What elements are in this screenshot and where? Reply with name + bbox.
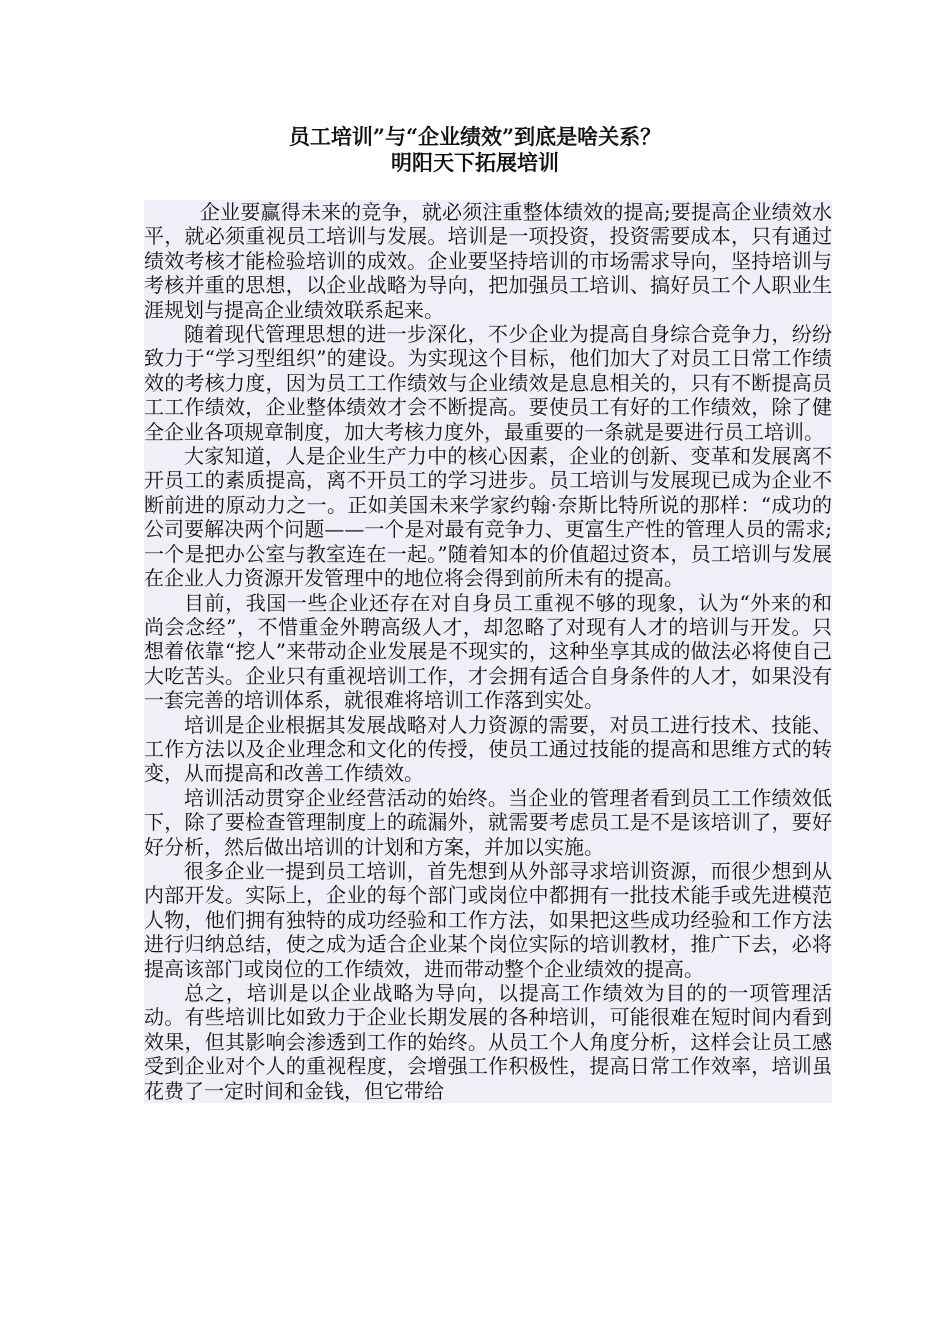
document-title: 员工培训”与“企业绩效”到底是啥关系？ (288, 124, 662, 149)
paragraph: 随着现代管理思想的进一步深化，不少企业为提高自身综合竞争力，纷纷致力于“学习型组织”的建设。为实现这个目标，他们加大了对员工日常工作绩效的考核力度，因为员工工作绩效与企业绩效是息息相关的，只有不断提高员工工作绩效，企业整体绩效才会不断提高。要使员工有好的工作绩效，除了健全企业各项规章制度，加大考核力度外，最重要的一条就是要进行员工培训。 (144, 322, 832, 444)
paragraph: 总之，培训是以企业战略为导向，以提高工作绩效为目的的一项管理活动。有些培训比如致力于企业长期发展的各种培训，可能很难在短时间内看到效果，但其影响会渗透到工作的始终。从员工个人角度分析，这样会让员工感受到企业对个人的重视程度，会增强工作积极性，提高日常工作效率，培训虽花费了一定时间和金钱，但它带给 (144, 981, 832, 1103)
paragraph: 很多企业一提到员工培训，首先想到从外部寻求培训资源，而很少想到从内部开发。实际上，企业的每个部门或岗位中都拥有一批技术能手或先进模范人物，他们拥有独特的成功经验和工作方法，如果把这些成功经验和工作方法进行归纳总结，使之成为适合企业某个岗位实际的培训教材，推广下去，必将提高该部门或岗位的工作绩效，进而带动整个企业绩效的提高。 (144, 858, 832, 981)
document-subtitle: 明阳天下拓展培训 (391, 150, 559, 175)
document-body (144, 200, 832, 1103)
paragraph: 大家知道，人是企业生产力中的核心因素，企业的创新、变革和发展离不开员工的素质提高，离不开员工的学习进步。员工培训与发展现已成为企业不断前进的原动力之一。正如美国未来学家约翰·奈斯比特所说的那样：“成功的公司要解决两个问题——一个是对最有竞争力、更富生产性的管理人员的需求;一个是把办公室与教室连在一起。”随着知本的价值超过资本，员工培训与发展在企业人力资源开发管理中的地位将会得到前所未有的提高。 (144, 444, 832, 591)
paragraph: 目前，我国一些企业还存在对自身员工重视不够的现象，认为“外来的和尚会念经”，不惜重金外聘高级人才，却忽略了对现有人才的培训与开发。只想着依靠“挖人”来带动企业发展是不现实的，这种坐享其成的做法必将使自己大吃苦头。企业只有重视培训工作，才会拥有适合自身条件的人才，如果没有一套完善的培训体系，就很难将培训工作落到实处。 (144, 590, 832, 713)
paragraph: 培训活动贯穿企业经营活动的始终。当企业的管理者看到员工工作绩效低下，除了要检查管理制度上的疏漏外，就需要考虑员工是不是该培训了，要好好分析，然后做出培训的计划和方案，并加以实施。 (144, 785, 832, 859)
paragraph: 培训是企业根据其发展战略对人力资源的需要，对员工进行技术、技能、工作方法以及企业理念和文化的传授，使员工通过技能的提高和思维方式的转变，从而提高和改善工作绩效。 (144, 712, 832, 786)
paragraph: 企业要赢得未来的竞争，就必须注重整体绩效的提高;要提高企业绩效水平，就必须重视员工培训与发展。培训是一项投资，投资需要成本，只有通过绩效考核才能检验培训的成效。企业要坚持培训的市场需求导向，坚持培训与考核并重的思想，以企业战略为导向，把加强员工培训、搞好员工个人职业生涯规划与提高企业绩效联系起来。 (144, 200, 832, 322)
